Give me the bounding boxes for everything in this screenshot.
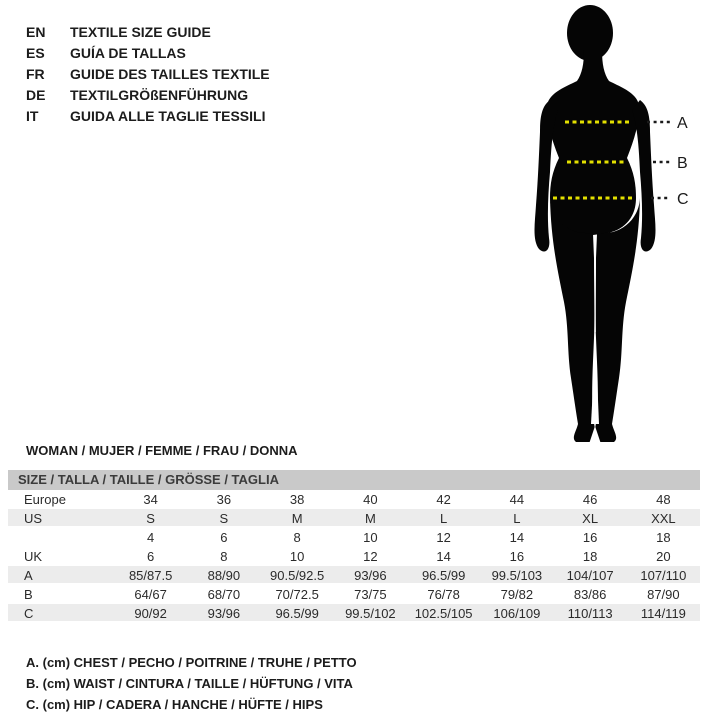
legend-waist: B. (cm) WAIST / CINTURA / TAILLE / HÜFTUNG / VITA bbox=[26, 676, 353, 691]
cell: 6 bbox=[147, 549, 155, 564]
language-list bbox=[26, 21, 270, 126]
lang-code-it: IT bbox=[26, 107, 39, 124]
cell: 68/70 bbox=[207, 587, 241, 602]
lang-code-fr: FR bbox=[26, 65, 45, 82]
lang-label-fr: GUIDE DES TAILLES TEXTILE bbox=[70, 65, 270, 82]
cell: M bbox=[364, 511, 376, 526]
cell: 104/107 bbox=[566, 568, 614, 583]
silhouette-right-leg bbox=[595, 198, 640, 442]
cell: 12 bbox=[436, 530, 451, 545]
legend-hip: C. (cm) HIP / CADERA / HANCHE / HÜFTE / HIPS bbox=[26, 697, 323, 712]
cell: 114/119 bbox=[640, 606, 686, 621]
table-row-us-letter bbox=[8, 509, 700, 528]
table-row-uk bbox=[8, 547, 700, 566]
cell: 90/92 bbox=[134, 606, 167, 621]
cell: L bbox=[513, 511, 521, 526]
cell: 64/67 bbox=[134, 587, 167, 602]
measure-label-a: A bbox=[677, 115, 688, 132]
row-label bbox=[8, 528, 114, 547]
lang-label-it: GUIDA ALLE TAGLIE TESSILI bbox=[70, 107, 266, 124]
lang-code-en: EN bbox=[26, 23, 46, 40]
cell: 70/72.5 bbox=[275, 587, 319, 602]
row-label: A bbox=[24, 568, 33, 583]
cell: 106/109 bbox=[493, 606, 541, 621]
row-label: US bbox=[24, 511, 43, 526]
cell: 4 bbox=[147, 530, 155, 545]
row-label: Europe bbox=[24, 492, 66, 507]
cell: 20 bbox=[656, 549, 671, 564]
cell: 46 bbox=[582, 492, 598, 507]
row-label: UK bbox=[24, 549, 43, 564]
cell: 40 bbox=[363, 492, 378, 507]
cell: 8 bbox=[220, 549, 228, 564]
cell: M bbox=[291, 511, 303, 526]
cell: 18 bbox=[656, 530, 671, 545]
cell: 107/110 bbox=[640, 568, 687, 583]
cell: S bbox=[146, 511, 155, 526]
size-table bbox=[8, 470, 700, 623]
lang-label-de: TEXTILGRÖßENFÜHRUNG bbox=[70, 86, 249, 103]
cell: 44 bbox=[509, 492, 525, 507]
cell: 38 bbox=[289, 492, 305, 507]
section-title-woman: WOMAN / MUJER / FEMME / FRAU / DONNA bbox=[26, 443, 298, 458]
lang-row-en bbox=[26, 21, 270, 42]
cell: 10 bbox=[289, 549, 305, 564]
measure-label-b: B bbox=[677, 155, 688, 172]
table-row-hip-c bbox=[8, 604, 700, 623]
cell: 87/90 bbox=[647, 587, 680, 602]
cell: 8 bbox=[293, 530, 301, 545]
lang-label-es: GUÍA DE TALLAS bbox=[70, 44, 186, 61]
cell: 110/113 bbox=[567, 606, 613, 621]
cell: L bbox=[440, 511, 448, 526]
cell: 79/82 bbox=[500, 587, 534, 602]
cell: 73/75 bbox=[354, 587, 387, 602]
cell: S bbox=[219, 511, 229, 526]
cell: 18 bbox=[582, 549, 598, 564]
cell: 16 bbox=[509, 549, 525, 564]
lang-code-es: ES bbox=[26, 44, 45, 61]
cell: 6 bbox=[220, 530, 228, 545]
table-row-chest-a bbox=[8, 566, 700, 585]
cell: 14 bbox=[436, 549, 451, 564]
silhouette-left-leg bbox=[550, 198, 595, 442]
row-label: B bbox=[24, 587, 33, 602]
row-label: C bbox=[24, 606, 34, 621]
cell: 34 bbox=[143, 492, 158, 507]
cell: 99.5/103 bbox=[491, 568, 543, 583]
cell: 85/87.5 bbox=[128, 568, 173, 583]
lang-label-en: TEXTILE SIZE GUIDE bbox=[70, 23, 211, 40]
cell: 93/96 bbox=[207, 606, 241, 621]
table-header: SIZE / TALLA / TAILLE / GRÖSSE / TAGLIA bbox=[8, 470, 700, 490]
cell: 14 bbox=[509, 530, 525, 545]
legend-chest: A. (cm) CHEST / PECHO / POITRINE / TRUHE / PETTO bbox=[26, 655, 357, 670]
cell: 96.5/99 bbox=[421, 568, 466, 583]
cell: 96.5/99 bbox=[275, 606, 319, 621]
table-row-us-numeric bbox=[8, 528, 700, 547]
cell: XL bbox=[582, 511, 599, 526]
silhouette-torso bbox=[547, 50, 639, 235]
cell: 48 bbox=[656, 492, 671, 507]
lang-row-de bbox=[26, 84, 270, 105]
cell: 90.5/92.5 bbox=[270, 568, 325, 583]
lang-row-fr bbox=[26, 63, 270, 84]
cell: 93/96 bbox=[354, 568, 387, 583]
lang-row-it bbox=[26, 105, 270, 126]
measure-label-c: C bbox=[677, 191, 689, 208]
measurement-figure bbox=[480, 0, 720, 460]
cell: 99.5/102 bbox=[345, 606, 396, 621]
cell: 83/86 bbox=[573, 587, 607, 602]
woman-silhouette-icon bbox=[480, 0, 720, 460]
cell: 76/78 bbox=[427, 587, 460, 602]
measurement-legend bbox=[26, 652, 357, 715]
cell: 12 bbox=[363, 549, 378, 564]
cell: 102.5/105 bbox=[414, 606, 473, 621]
lang-code-de: DE bbox=[26, 86, 46, 103]
cell: 88/90 bbox=[207, 568, 241, 583]
cell: XXL bbox=[651, 511, 676, 526]
lang-row-es bbox=[26, 42, 270, 63]
table-row-waist-b bbox=[8, 585, 700, 604]
cell: 10 bbox=[363, 530, 378, 545]
cell: 16 bbox=[582, 530, 598, 545]
table-row-europe bbox=[8, 490, 700, 509]
cell: 36 bbox=[216, 492, 232, 507]
cell: 42 bbox=[436, 492, 451, 507]
